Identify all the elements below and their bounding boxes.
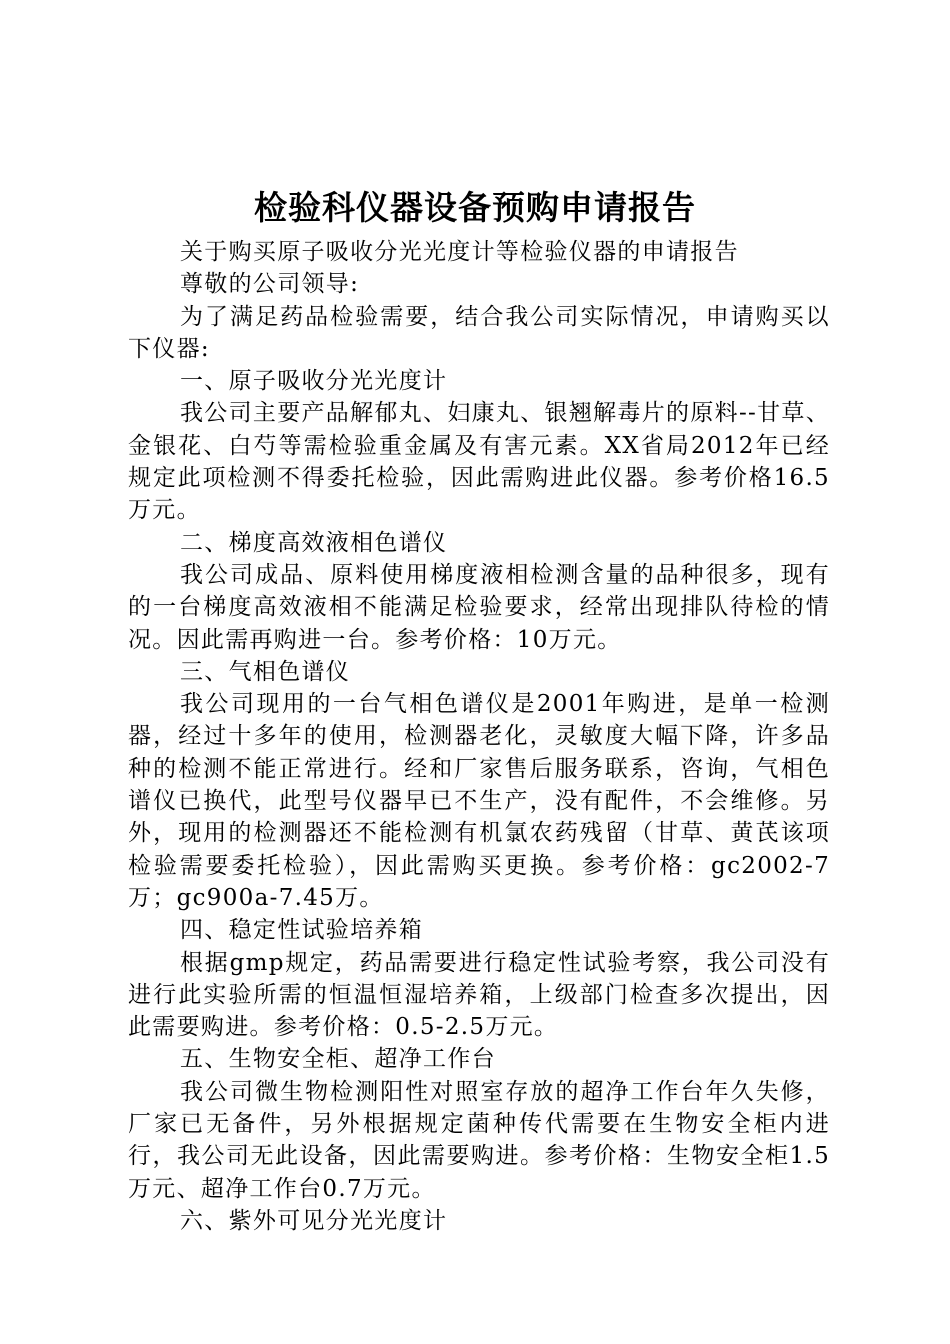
salutation: 尊敬的公司领导: — [180, 271, 360, 298]
section-heading-2: 二、梯度高效液相色谱仪 — [180, 529, 448, 556]
section-paragraph-1: 我公司主要产品解郁丸、妇康丸、银翘解毒片的原料--甘草、金银花、白芍等需检验重金属及有害元素。XX省局2012年已经规定此项检测不得委托检验，因此需购进此仪器。参考价格16.5万元。 — [128, 400, 830, 524]
section-heading-6: 六、紫外可见分光光度计 — [180, 1207, 448, 1234]
section-heading-1: 一、原子吸收分光光度计 — [180, 368, 448, 395]
section-paragraph-3: 我公司现用的一台气相色谱仪是2001年购进，是单一检测器，经过十多年的使用，检测器老化，灵敏度大幅下降，许多品种的检测不能正常进行。经和厂家售后服务联系，咨询，气相色谱仪已换代，此型号仪器早已不生产，没有配件，不会维修。另外，现用的检测器还不能检测有机氯农药残留（甘草、黄芪该项检验需要委托检验），因此需购买更换。参考价格：gc2002-7万；gc900a-7.45万。 — [128, 691, 830, 911]
section-paragraph-5: 我公司微生物检测阳性对照室存放的超净工作台年久失修，厂家已无备件，另外根据规定菌种传代需要在生物安全柜内进行，我公司无此设备，因此需要购进。参考价格：生物安全柜1.5万元、超净工作台0.7万元。 — [128, 1078, 830, 1202]
document-title: 检验科仪器设备预购申请报告 — [254, 188, 696, 227]
intro-paragraph: 为了满足药品检验需要，结合我公司实际情况，申请购买以下仪器: — [128, 303, 830, 362]
subject-line: 关于购买原子吸收分光光度计等检验仪器的申请报告 — [180, 239, 739, 265]
document-body — [128, 236, 830, 1237]
section-heading-4: 四、稳定性试验培养箱 — [180, 917, 423, 944]
section-paragraph-2: 我公司成品、原料使用梯度液相检测含量的品种很多，现有的一台梯度高效液相不能满足检验要求，经常出现排队待检的情况。因此需再购进一台。参考价格：10万元。 — [128, 561, 830, 653]
section-heading-5: 五、生物安全柜、超净工作台 — [180, 1046, 496, 1073]
section-paragraph-4: 根据gmp规定，药品需要进行稳定性试验考察，我公司没有进行此实验所需的恒温恒湿培养箱，上级部门检查多次提出，因此需要购进。参考价格：0.5-2.5万元。 — [128, 949, 830, 1041]
section-heading-3: 三、气相色谱仪 — [180, 658, 351, 685]
